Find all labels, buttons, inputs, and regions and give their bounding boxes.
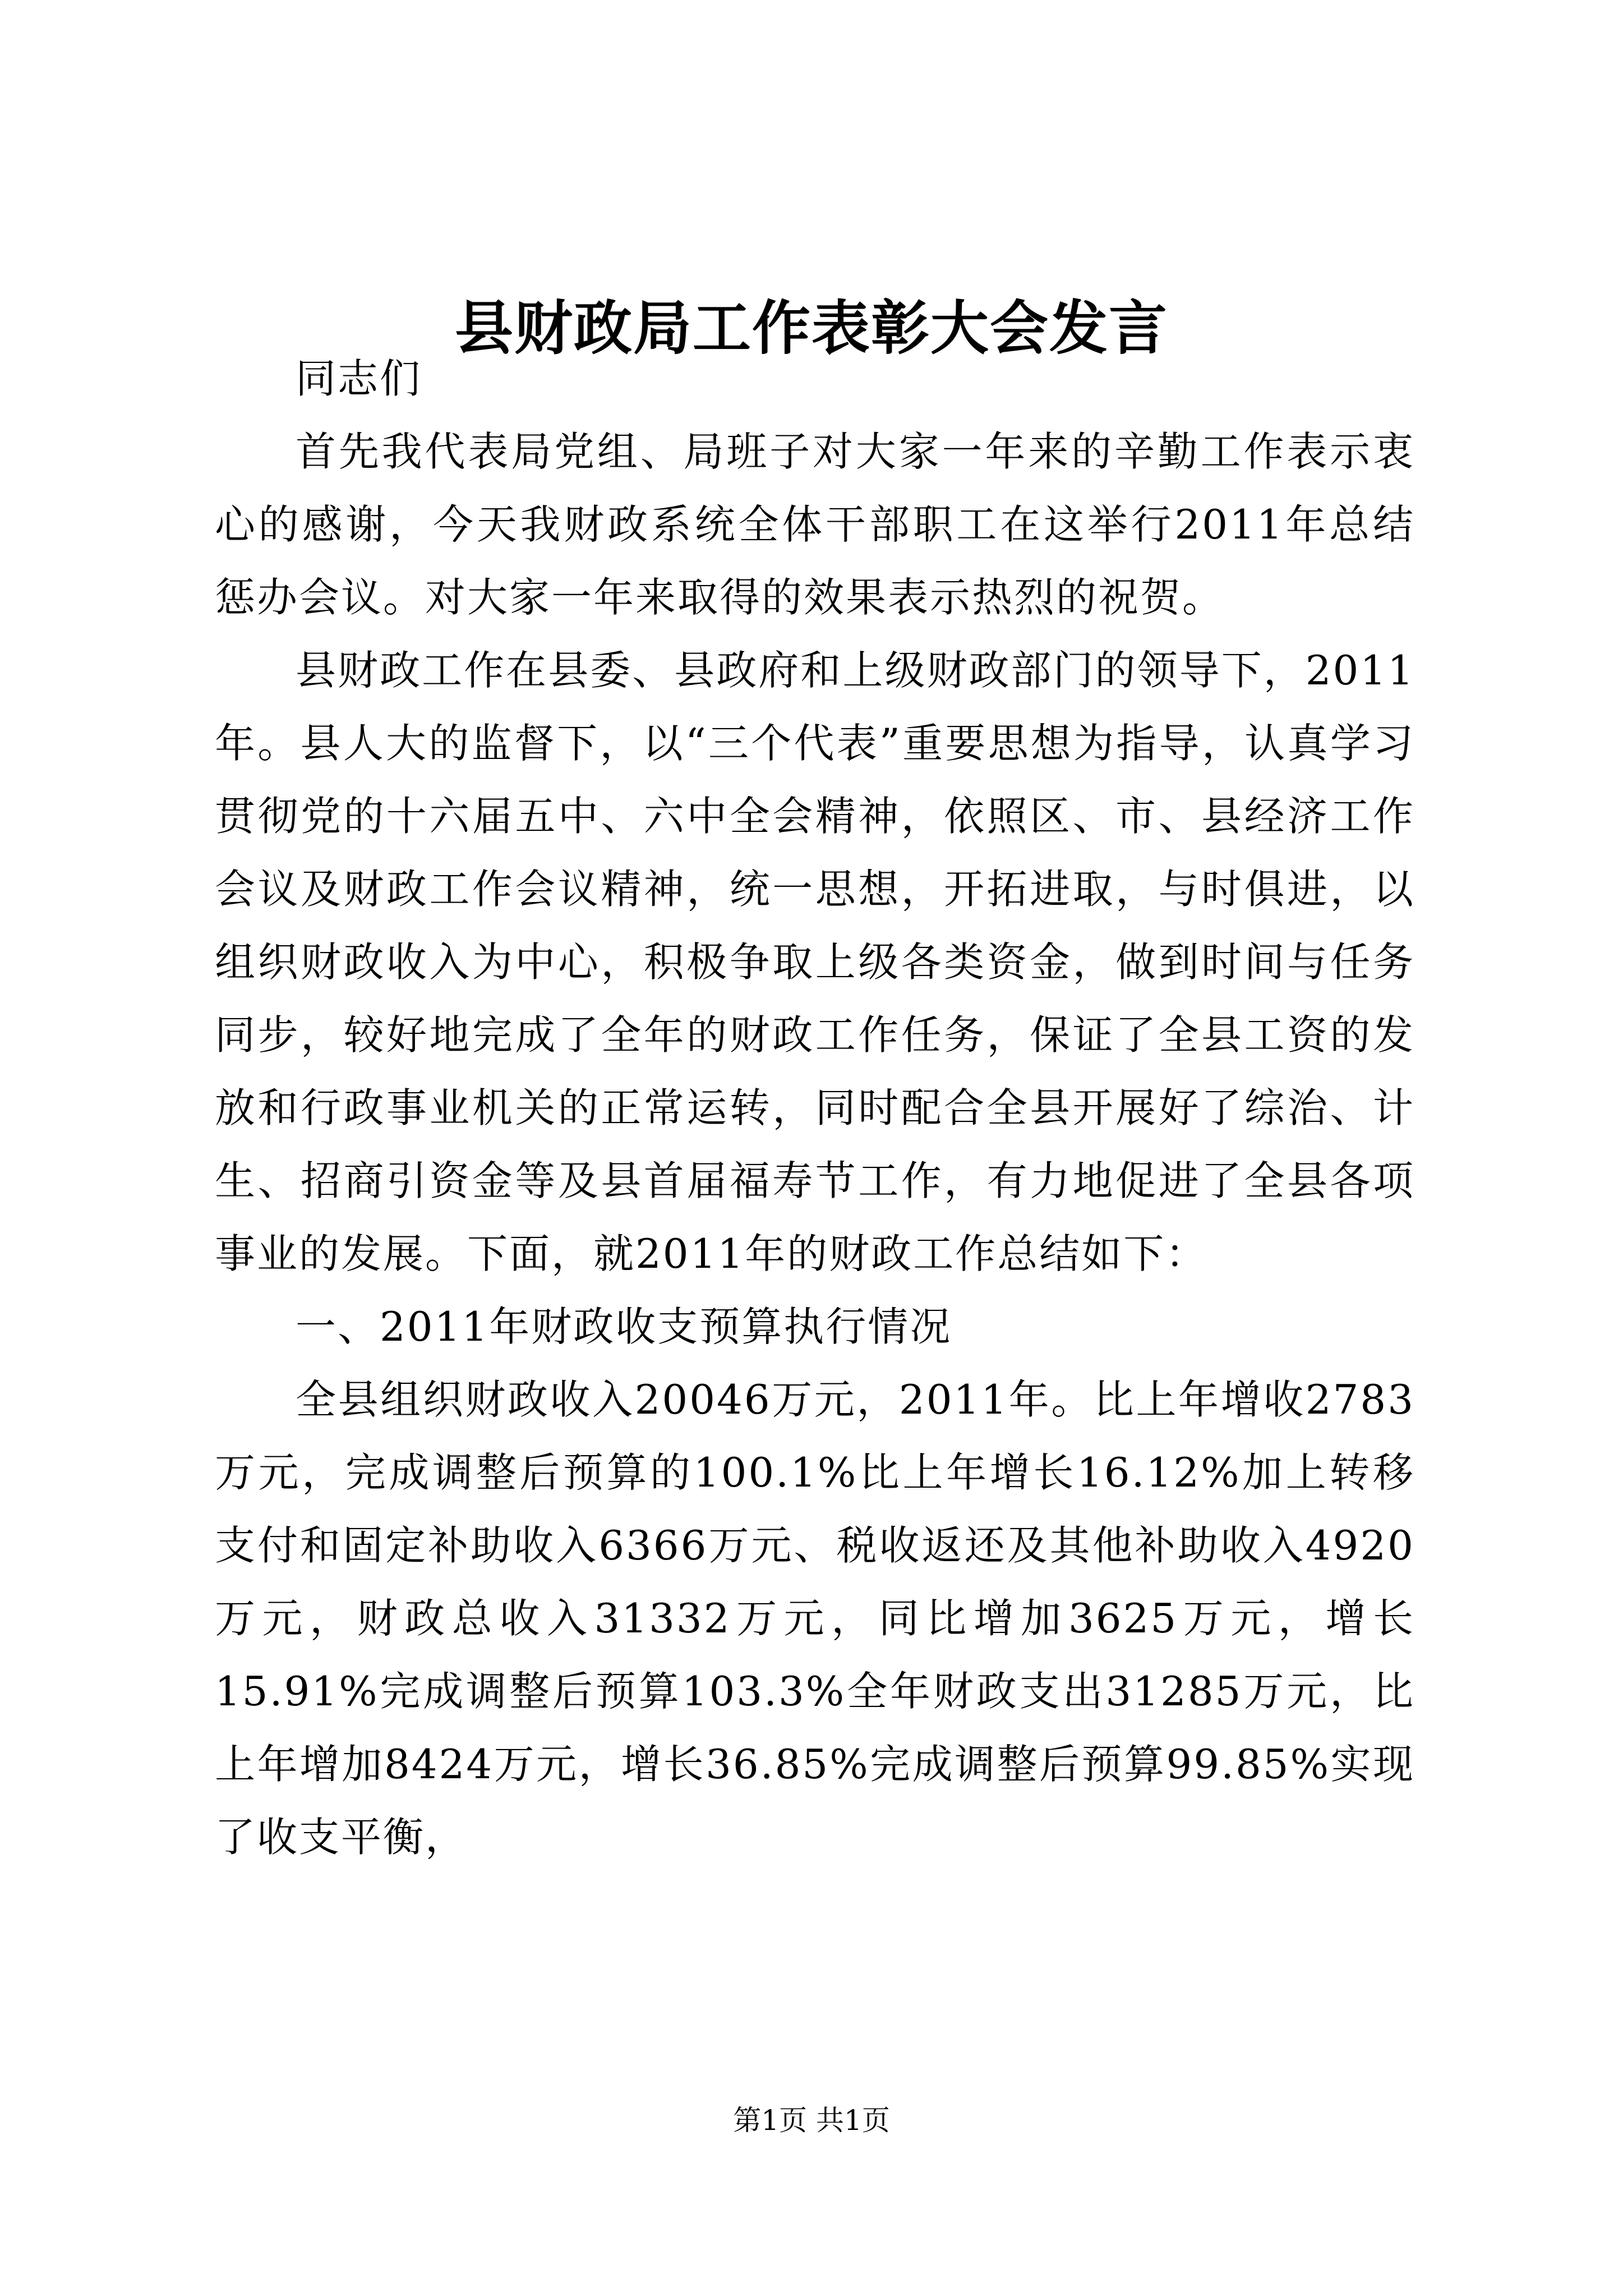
paragraph-thanks: 首先我代表局党组、局班子对大家一年来的辛勤工作表示衷心的感谢，今天我财政系统全体干部职工在这举行2011年总结惩办会议。对大家一年来取得的效果表示热烈的祝贺。 (215, 428, 1415, 621)
paragraph-salutation: 同志们 (296, 355, 422, 402)
page-footer: 第1页 共1页 (733, 2104, 890, 2137)
paragraph-budget: 全县组织财政收入20046万元，2011年。比上年增收2783万元，完成调整后预算的100.1%比上年增长16.12%加上转移支付和固定补助收入6366万元、税收返还及其他补助收入4920万元，财政总收入31332万元，同比增加3625万元，增长15.91%完成调整后预算103.3%全年财政支出31285万元，比上年增加8424万元，增长36.85%完成调整后预算99.85%实现了收支平衡， (215, 1376, 1415, 1861)
paragraph-overview: 县财政工作在县委、县政府和上级财政部门的领导下，2011年。县人大的监督下，以“三个代表”重要思想为指导，认真学习贯彻党的十六届五中、六中全会精神，依照区、市、县经济工作会议及财政工作会议精神，统一思想，开拓进取，与时俱进，以组织财政收入为中心，积极争取上级各类资金，做到时间与任务同步，较好地完成了全年的财政工作任务，保证了全县工资的发放和行政事业机关的正常运转，同时配合全县开展好了综治、计生、招商引资金等及县首届福寿节工作，有力地促进了全县各项事业的发展。下面，就2011年的财政工作总结如下： (215, 647, 1415, 1277)
document-title: 县财政局工作表彰大会发言 (454, 293, 1168, 362)
section-heading: 一、2011年财政收支预算执行情况 (296, 1303, 952, 1350)
document-body (215, 342, 1415, 1874)
